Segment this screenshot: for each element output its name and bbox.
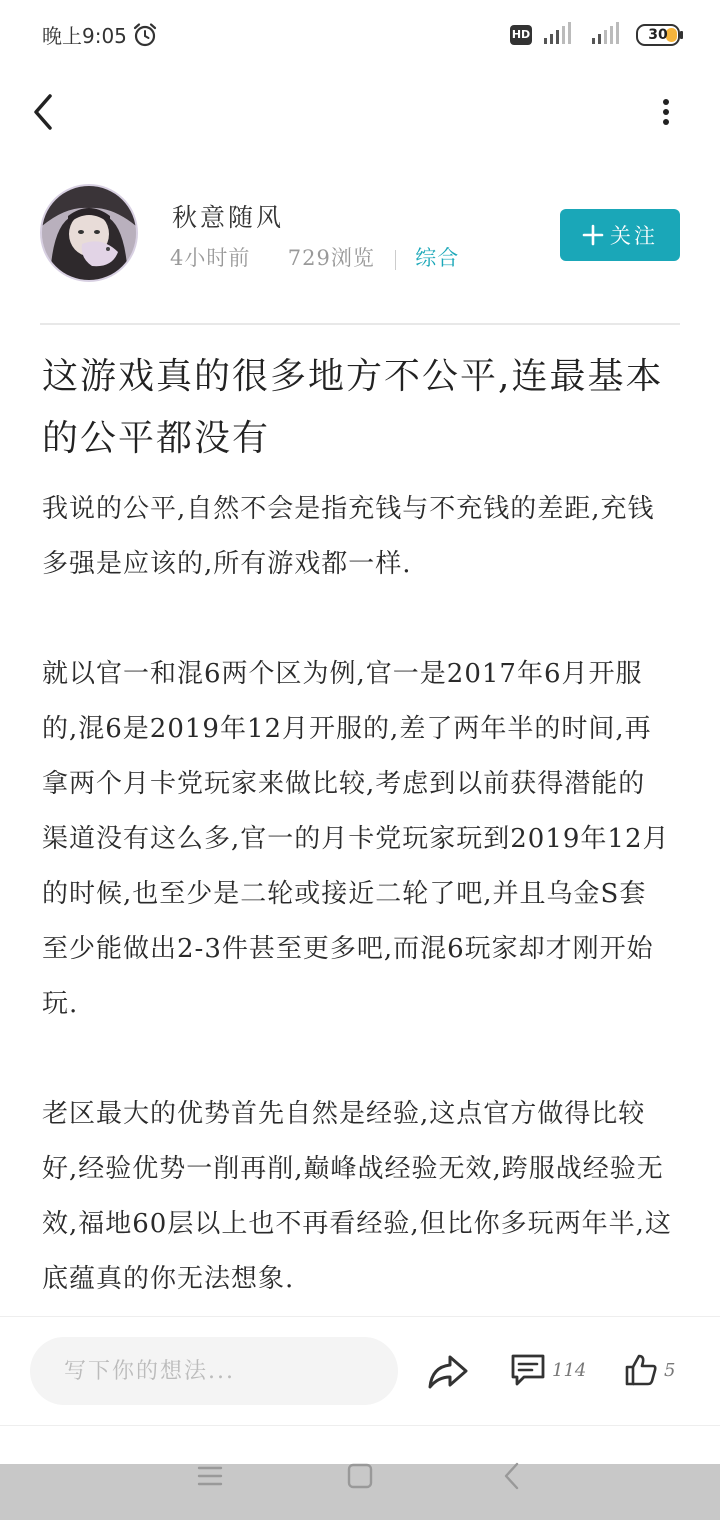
post-paragraph: 老区最大的优势首先自然是经验,这点官方做得比较好,经验优势一削再削,巅峰战经验无效,跨服战经验无效,福地60层以上也不再看经验,但比你多玩两年半,这底蕴真的你无法想象. [42,1099,672,1294]
meta-divider [395,250,396,270]
comment-button[interactable] [510,1345,586,1395]
category-link[interactable]: 综合 [415,246,460,270]
bottom-action-bar [0,1316,720,1426]
signal-icon [540,18,572,46]
post-meta [170,242,459,272]
back-triangle-icon[interactable] [492,1456,532,1496]
post-paragraph: 我说的公平,自然不会是指充钱与不充钱的差距,充钱多强是应该的,所有游戏都一样. [42,494,655,579]
follow-label: 关注 [610,224,658,248]
comment-count: 114 [552,1359,587,1381]
post-time: 4小时前 [170,246,251,270]
avatar[interactable] [40,184,138,282]
system-nav-bar [0,1464,720,1520]
like-count: 5 [664,1359,676,1381]
comment-icon [510,1353,546,1387]
alarm-clock-icon [132,22,158,48]
post-title: 这游戏真的很多地方不公平,连最基本的公平都没有 [42,356,664,459]
header-divider [40,323,680,325]
status-bar [0,0,720,70]
signal-icon-2 [588,18,620,46]
follow-button[interactable] [560,209,680,261]
post-paragraph: 就以官一和混6两个区为例,官一是2017年6月开服的,混6是2019年12月开服的,差了两年半的时间,再拿两个月卡党玩家来做比较,考虑到以前获得潜能的渠道没有这么多,官一的月卡党玩家玩到2019年12月的时候,也至少是二轮或接近二轮了吧,并且乌金S套至少能做出2-3件甚至更多吧,而混6玩家却才刚开始玩. [42,659,670,1019]
thumbs-up-icon [624,1353,658,1387]
view-count: 729浏览 [287,246,375,270]
home-square-icon[interactable] [340,1456,380,1496]
avatar-image [42,186,136,280]
like-button[interactable] [624,1345,675,1395]
chevron-left-icon[interactable] [26,90,62,134]
nav-bar [0,80,720,144]
battery-level: 30 [648,27,668,43]
author-name[interactable]: 秋意随风 [172,203,285,232]
status-time: 晚上9:05 [42,24,127,48]
hd-badge: HD [510,25,532,45]
share-arrow-icon[interactable] [424,1347,472,1395]
author-row [40,184,680,286]
plus-icon [582,224,604,246]
menu-icon[interactable] [190,1456,230,1496]
post-body [42,482,672,1362]
more-vertical-icon[interactable] [650,92,682,132]
comment-input[interactable] [30,1337,398,1405]
